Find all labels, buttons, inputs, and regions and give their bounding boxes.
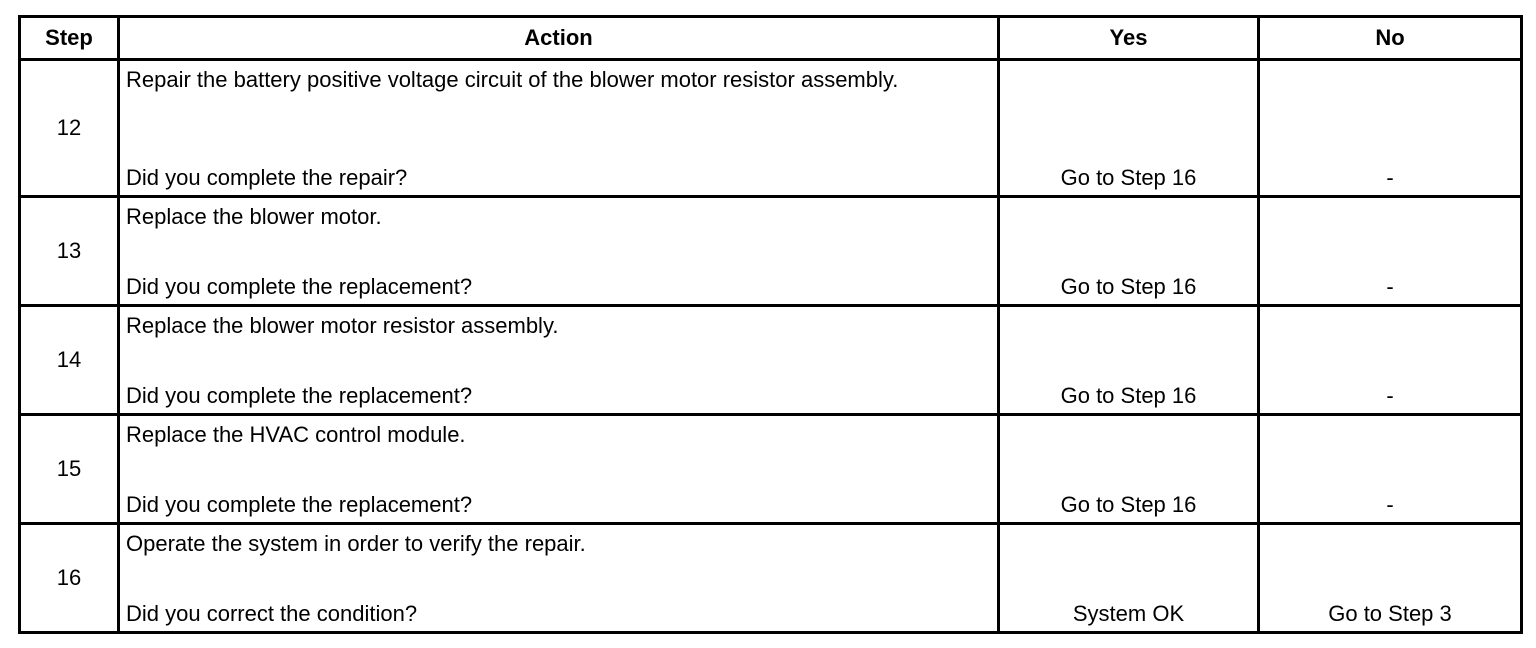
no-result-text: - [1386,274,1394,299]
action-question: Did you correct the condition? [126,601,418,626]
table-row [20,60,1522,197]
yes-result [999,415,1259,524]
yes-result [999,524,1259,633]
no-result-text: - [1386,165,1394,190]
diagnostic-table [18,15,1523,634]
action-instruction: Replace the blower motor resistor assembly. [126,313,559,338]
step-number: 15 [20,415,119,524]
action-question: Did you complete the replacement? [126,492,473,517]
yes-result [999,197,1259,306]
action-cell [119,60,999,197]
action-cell [119,524,999,633]
header-yes: Yes [999,17,1259,60]
step-number: 14 [20,306,119,415]
step-number: 13 [20,197,119,306]
table-row [20,197,1522,306]
yes-result-text: Go to Step 16 [1060,274,1197,299]
yes-result-text: Go to Step 16 [1060,492,1197,517]
no-result [1259,306,1522,415]
yes-result-text: System OK [1072,601,1185,626]
step-number: 16 [20,524,119,633]
table-row [20,306,1522,415]
step-number: 12 [20,60,119,197]
yes-result-text: Go to Step 16 [1060,165,1197,190]
no-result-text: Go to Step 3 [1328,601,1452,626]
action-cell [119,415,999,524]
no-result-text: - [1386,383,1394,408]
action-question: Did you complete the replacement? [126,274,473,299]
header-action: Action [119,17,999,60]
action-question: Did you complete the replacement? [126,383,473,408]
no-result [1259,197,1522,306]
action-question: Did you complete the repair? [126,165,408,190]
yes-result-text: Go to Step 16 [1060,383,1197,408]
no-result [1259,524,1522,633]
table-row [20,415,1522,524]
action-cell [119,197,999,306]
yes-result [999,306,1259,415]
action-instruction: Replace the blower motor. [126,204,382,229]
no-result [1259,60,1522,197]
yes-result [999,60,1259,197]
no-result-text: - [1386,492,1394,517]
action-instruction: Replace the HVAC control module. [126,422,466,447]
no-result [1259,415,1522,524]
table-row [20,524,1522,633]
header-step: Step [20,17,119,60]
action-cell [119,306,999,415]
action-instruction: Repair the battery positive voltage circuit of the blower motor resistor assembly. [126,67,899,92]
action-instruction: Operate the system in order to verify the repair. [126,531,586,556]
header-row [20,17,1522,60]
header-no: No [1259,17,1522,60]
